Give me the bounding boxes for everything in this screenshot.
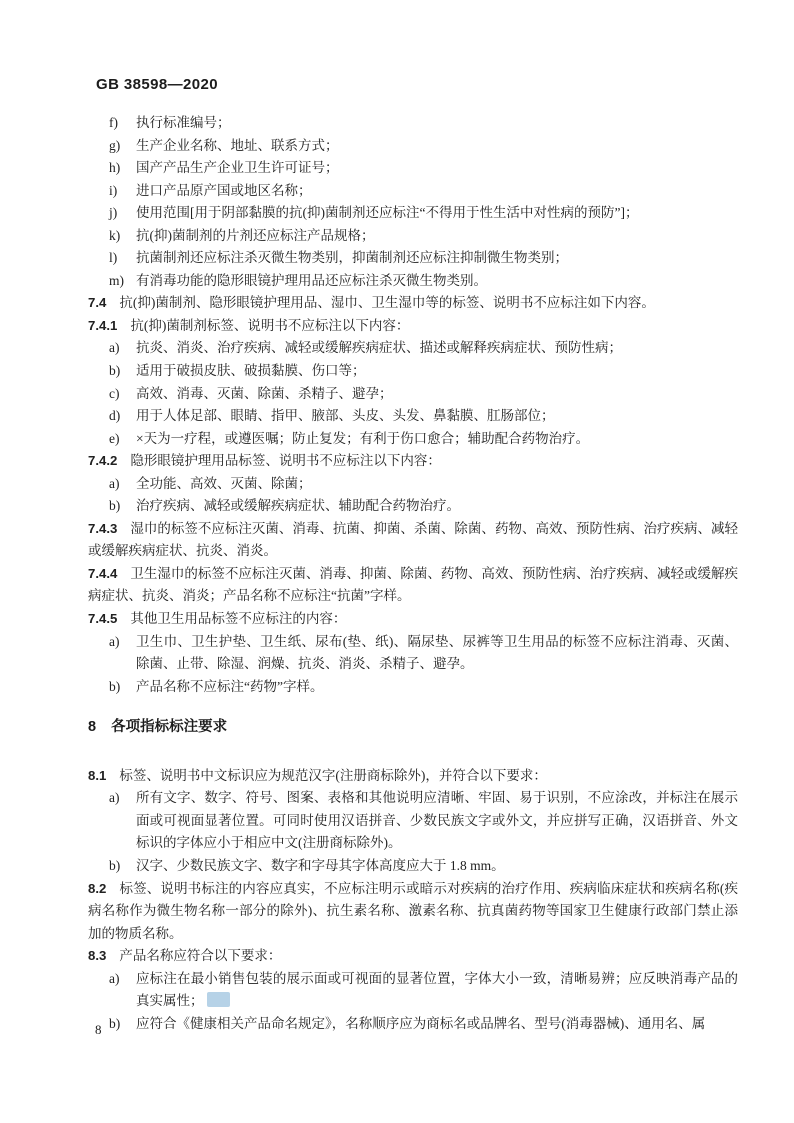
clause-7.4.5 — [88, 608, 738, 631]
list-item-c — [88, 383, 738, 406]
list-item-marker: a) — [109, 475, 120, 491]
clause-number: 7.4.2 — [88, 453, 118, 469]
list-item-g — [88, 135, 738, 158]
clause-7.4.1 — [88, 315, 738, 338]
list-item-marker: f) — [109, 115, 118, 130]
list-item-text: 用于人体足部、眼睛、指甲、腋部、头皮、头发、鼻黏膜、肛肠部位； — [136, 408, 555, 424]
clause-text: 隐形眼镜护理用品标签、说明书不应标注以下内容： — [130, 453, 441, 469]
list-item-i — [88, 180, 738, 203]
clause-7.4.4 — [88, 563, 738, 608]
list-item-marker: b) — [109, 363, 121, 379]
clause-number: 7.4.3 — [88, 520, 118, 536]
clause-number: 7.4.1 — [88, 317, 118, 333]
clause-text: 标签、说明书标注的内容应真实，不应标注明示或暗示对疾病的治疗作用、疾病临床症状和疾病名称(疾病名称作为微生物名称一部分的除外)、抗生素名称、激素名称、抗真菌药物等国家卫生健康行政部门禁止添加的物质名称。 — [88, 880, 738, 941]
list-item-text: 抗(抑)菌制剂的片剂还应标注产品规格； — [136, 227, 375, 243]
list-item-l — [88, 247, 738, 270]
list-item-marker: m) — [109, 272, 124, 288]
clause-7.4.2 — [88, 450, 738, 473]
list-item-text: 生产企业名称、地址、联系方式； — [136, 137, 339, 153]
list-item-k — [88, 225, 738, 248]
list-item-marker: b) — [109, 678, 121, 694]
clause-number: 7.4.4 — [88, 565, 118, 581]
list-item-b — [88, 495, 738, 518]
list-item-text: 汉字、少数民族文字、数字和字母其字体高度应大于 1.8 mm。 — [136, 857, 505, 873]
section-heading-text: 各项指标标注要求 — [111, 719, 228, 736]
list-item-marker: a) — [109, 633, 120, 649]
list-item-b — [88, 676, 738, 699]
page-number: 8 — [95, 1022, 102, 1037]
list-item-text: 应标注在最小销售包装的展示面或可视面的显著位置，字体大小一致，清晰易辨；应反映消毒产品的真实属性； — [136, 970, 738, 1009]
list-item-marker: i) — [109, 182, 118, 198]
list-item-text: 使用范围[用于阴部黏膜的抗(抑)菌制剂还应标注“不得用于性生活中对性病的预防”]； — [136, 205, 639, 221]
list-item-text: 有消毒功能的隐形眼镜护理用品还应标注杀灭微生物类别。 — [136, 272, 487, 288]
clause-text: 湿巾的标签不应标注灭菌、消毒、抗菌、抑菌、杀菌、除菌、药物、高效、预防性病、治疗疾病、减轻或缓解疾病症状、抗炎、消炎。 — [88, 520, 738, 559]
list-item-b — [88, 1013, 738, 1036]
list-item-a — [88, 473, 738, 496]
clause-number: 8.2 — [88, 880, 107, 896]
list-item-text: 治疗疾病、减轻或缓解疾病症状、辅助配合药物治疗。 — [136, 498, 460, 514]
clause-text: 产品名称应符合以下要求： — [119, 948, 282, 964]
document-body — [88, 112, 738, 1035]
list-item-text: 卫生巾、卫生护垫、卫生纸、尿布(垫、纸)、隔尿垫、尿裤等卫生用品的标签不应标注消毒、灭菌、除菌、止带、除湿、润燥、抗炎、消炎、杀精子、避孕。 — [136, 633, 738, 672]
clause-number: 8.1 — [88, 767, 107, 783]
list-item-e — [88, 428, 738, 451]
list-item-text: 执行标准编号； — [136, 115, 231, 130]
list-item-text: ×天为一疗程，或遵医嘱；防止复发；有利于伤口愈合；辅助配合药物治疗。 — [136, 430, 590, 446]
list-item-marker: c) — [109, 385, 120, 401]
list-item-m — [88, 270, 738, 293]
list-item-b — [88, 360, 738, 383]
list-item-b — [88, 855, 738, 878]
list-item-a — [88, 968, 738, 1013]
list-item-marker: k) — [109, 227, 121, 243]
list-item-marker: a) — [109, 340, 120, 356]
clause-8.3 — [88, 945, 738, 968]
clause-7.4 — [88, 292, 738, 315]
list-item-text: 产品名称不应标注“药物”字样。 — [136, 678, 324, 694]
list-item-text: 适用于破损皮肤、破损黏膜、伤口等； — [136, 363, 366, 379]
list-item-marker: d) — [109, 408, 121, 424]
clause-text: 抗(抑)菌制剂、隐形眼镜护理用品、湿巾、卫生湿巾等的标签、说明书不应标注如下内容。 — [119, 295, 655, 311]
list-item-text: 高效、消毒、灭菌、除菌、杀精子、避孕； — [136, 385, 393, 401]
clause-8.2 — [88, 878, 738, 946]
list-item-text: 抗菌制剂还应标注杀灭微生物类别，抑菌制剂还应标注抑制微生物类别； — [136, 250, 568, 266]
watermark-artifact — [207, 992, 230, 1007]
list-item-text: 进口产品原产国或地区名称； — [136, 182, 312, 198]
clause-text: 标签、说明书中文标识应为规范汉字(注册商标除外)，并符合以下要求： — [119, 767, 547, 783]
list-item-marker: b) — [109, 857, 121, 873]
clause-8.1 — [88, 765, 738, 788]
list-item-marker: e) — [109, 430, 120, 446]
list-item-marker: j) — [109, 205, 118, 221]
clause-text: 抗(抑)菌制剂标签、说明书不应标注以下内容： — [130, 317, 410, 333]
list-item-text: 应符合《健康相关产品命名规定》，名称顺序应为商标名或品牌名、型号(消毒器械)、通用名、属 — [136, 1015, 706, 1031]
list-item-a — [88, 787, 738, 855]
list-item-marker: h) — [109, 160, 121, 176]
list-item-marker: g) — [109, 137, 121, 153]
section-heading-8 — [88, 716, 738, 739]
list-item-text: 全功能、高效、灭菌、除菌； — [136, 475, 312, 491]
list-item-a — [88, 337, 738, 360]
list-item-marker: a) — [109, 970, 120, 986]
clause-number: 7.4.5 — [88, 611, 118, 627]
standard-code-header: GB 38598—2020 — [96, 76, 218, 93]
list-item-marker: l) — [109, 250, 118, 266]
list-item-d — [88, 405, 738, 428]
clause-number: 7.4 — [88, 295, 107, 311]
list-item-marker: b) — [109, 1015, 121, 1031]
list-item-f — [88, 112, 738, 135]
list-item-text: 所有文字、数字、符号、图案、表格和其他说明应清晰、牢固、易于识别，不应涂改，并标注在展示面或可视面显著位置。可同时使用汉语拼音、少数民族文字或外文，并应拼写正确，汉语拼音、外文标识的字体应小于相应中文(注册商标除外)。 — [136, 790, 738, 851]
list-item-text: 抗炎、消炎、治疗疾病、减轻或缓解疾病症状、描述或解释疾病症状、预防性病； — [136, 340, 622, 356]
list-item-text: 国产产品生产企业卫生许可证号； — [136, 160, 339, 176]
list-item-j — [88, 202, 738, 225]
list-item-h — [88, 157, 738, 180]
clause-7.4.3 — [88, 518, 738, 563]
clause-text: 其他卫生用品标签不应标注的内容： — [130, 611, 347, 627]
list-item-marker: a) — [109, 790, 120, 806]
clause-number: 8.3 — [88, 948, 107, 964]
list-item-a — [88, 631, 738, 676]
list-item-marker: b) — [109, 498, 121, 514]
clause-number: 8 — [88, 719, 97, 736]
clause-text: 卫生湿巾的标签不应标注灭菌、消毒、抑菌、除菌、药物、高效、预防性病、治疗疾病、减轻或缓解疾病症状、抗炎、消炎；产品名称不应标注“抗菌”字样。 — [88, 565, 738, 604]
